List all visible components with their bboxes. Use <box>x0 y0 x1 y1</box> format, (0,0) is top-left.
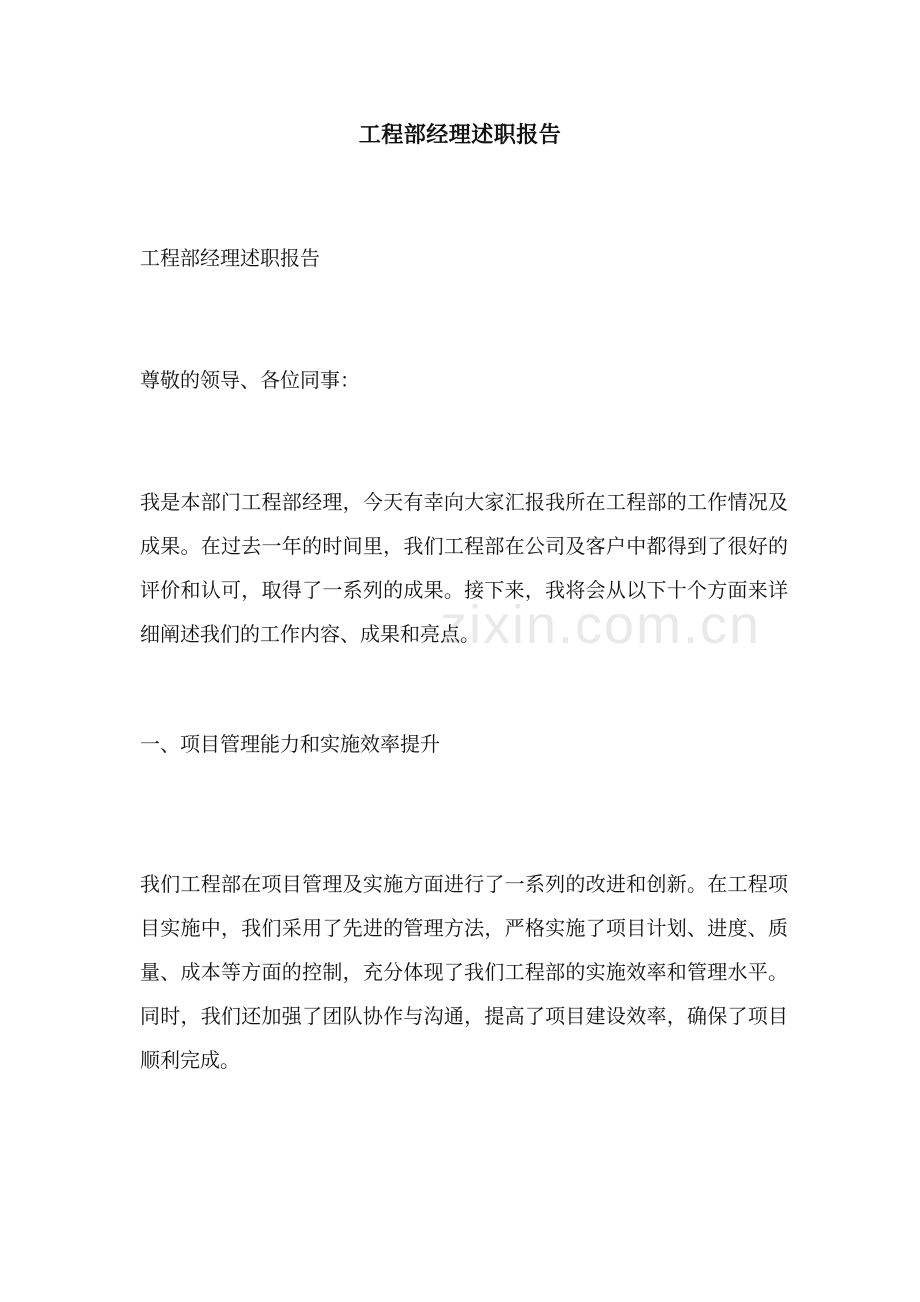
section-heading: 一、项目管理能力和实施效率提升 <box>140 732 440 756</box>
document-title: 工程部经理述职报告 <box>358 122 562 148</box>
section-body-paragraph: 我们工程部在项目管理及实施方面进行了一系列的改进和创新。在工程项目实施中，我们采用了先进的管理方法，严格实施了项目计划、进度、质量、成本等方面的控制，充分体现了我们工程部的实施效率和管理水平。同时，我们还加强了团队协作与沟通，提高了项目建设效率，确保了项目顺利完成。 <box>140 872 788 1072</box>
watermark: zixin.com.cn <box>440 595 762 655</box>
document-subtitle: 工程部经理述职报告 <box>140 246 320 270</box>
intro-paragraph: 我是本部门工程部经理，今天有幸向大家汇报我所在工程部的工作情况及成果。在过去一年的时间里，我们工程部在公司及客户中都得到了很好的评价和认可，取得了一系列的成果。接下来，我将会从以下十个方面来详细阐述我们的工作内容、成果和亮点。 <box>140 490 788 646</box>
greeting-paragraph: 尊敬的领导、各位同事： <box>140 368 360 392</box>
